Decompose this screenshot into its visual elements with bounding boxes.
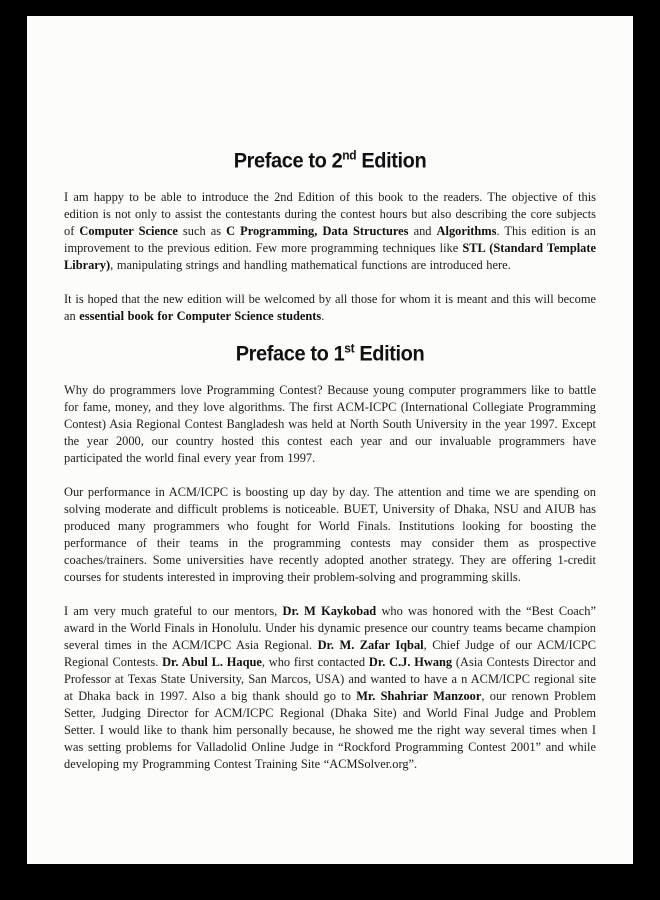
bold-text-run: Dr. C.J. Hwang (368, 655, 453, 669)
text-run: who was honored with the “Best Coach” award in the World Finals in Honolulu. Under his dynamic presence our country teams became champion several times in the ACM/ICPC Asia Regional. (64, 604, 597, 652)
bold-text-run: Algorithms (436, 224, 497, 238)
text-run: Why do programmers love Programming Contest? Because young computer programmers like to battle for fame, money, and they love algorithms. The first ACM-ICPC (International Collegiate Programming Contest) Asia Regional Contest Bangladesh was held at North South University in the year 1997. Except the year 2000, our country hosted this contest each year and our invaluable programmers have participated the world final every year from 1997. (64, 383, 596, 465)
preface1-paragraph-1 (64, 382, 596, 467)
section-heading-preface-1st-edition (64, 341, 596, 366)
text-run: It is hoped that the new edition will be welcomed by all those for whom it is meant and this will become an (64, 292, 596, 323)
text-run: . This edition is an improvement to the previous edition. Few more programming techniques like (64, 224, 597, 255)
bold-text-run: Data Structures (322, 224, 409, 238)
bold-text-run: Dr. Abul L. Haque (162, 655, 262, 669)
preface2-paragraph-1 (64, 189, 596, 274)
text-run: , who first contacted (261, 655, 369, 669)
heading-text: Edition (354, 342, 425, 366)
bold-text-run: Computer Science (79, 224, 178, 238)
text-run: such as (177, 224, 227, 238)
ordinal-suffix: st (344, 340, 355, 356)
text-run: , our renown Problem Setter, Judging Director for ACM/ICPC Regional (Dhaka Site) and World Final Judge and Problem Setter. I would like to thank him personally because, he showed me the right way several times when I was setting problems for Valladolid Online Judge in “Rockford Programming Contest 2001” and while developing my Programming Contest Training Site “ACMSolver.org”. (64, 689, 596, 771)
book-page (27, 16, 633, 864)
heading-text: Edition (356, 149, 427, 173)
bold-text-run: C Programming, (226, 224, 318, 238)
text-run: (Asia Contests Director and Professor at Texas State University, San Marcos, USA) and wanted to have a n ACM/ICPC regional site at Dhaka back in 1997. Also a big thank should go to (64, 655, 596, 703)
heading-text: Preface to 2 (233, 149, 343, 173)
preface1-paragraph-3 (64, 603, 596, 773)
bold-text-run: STL (Standard Template Library) (64, 241, 596, 272)
bold-text-run: essential book for Computer Science students (79, 309, 322, 323)
bold-text-run: Mr. Shahriar Manzoor (356, 689, 482, 703)
bold-text-run: Dr. M. Zafar Iqbal (317, 638, 424, 652)
preface1-paragraph-2 (64, 484, 596, 586)
text-run: , Chief Judge of our ACM/ICPC Regional Contests. (64, 638, 596, 669)
bold-text-run: Dr. M Kaykobad (282, 604, 377, 618)
heading-text: Preface to 1 (235, 342, 345, 366)
text-run: I am very much grateful to our mentors, (64, 604, 283, 618)
preface2-paragraph-2 (64, 291, 596, 325)
text-run: I am happy to be able to introduce the 2nd Edition of this book to the readers. The objective of this edition is not only to assist the contestants during the contest hours but also describing the core subjects of (64, 190, 596, 238)
ordinal-suffix: nd (342, 147, 357, 163)
section-heading-preface-2nd-edition (64, 148, 596, 173)
text-run: , manipulating strings and handling mathematical functions are introduced here. (110, 258, 511, 272)
text-run: and (408, 224, 437, 238)
text-run: Our performance in ACM/ICPC is boosting up day by day. The attention and time we are spending on solving moderate and difficult problems is noticeable. BUET, University of Dhaka, NSU and AIUB has produced many programmers who fought for World Finals. Institutions looking for boosting the performance of their teams in the programming contests may consider them as prospective coaches/trainers. Some universities have recently adopted another strategy. They are offering 1-credit courses for students interested in improving their problem-solving and programming skills. (64, 485, 596, 584)
text-run: . (321, 309, 325, 323)
